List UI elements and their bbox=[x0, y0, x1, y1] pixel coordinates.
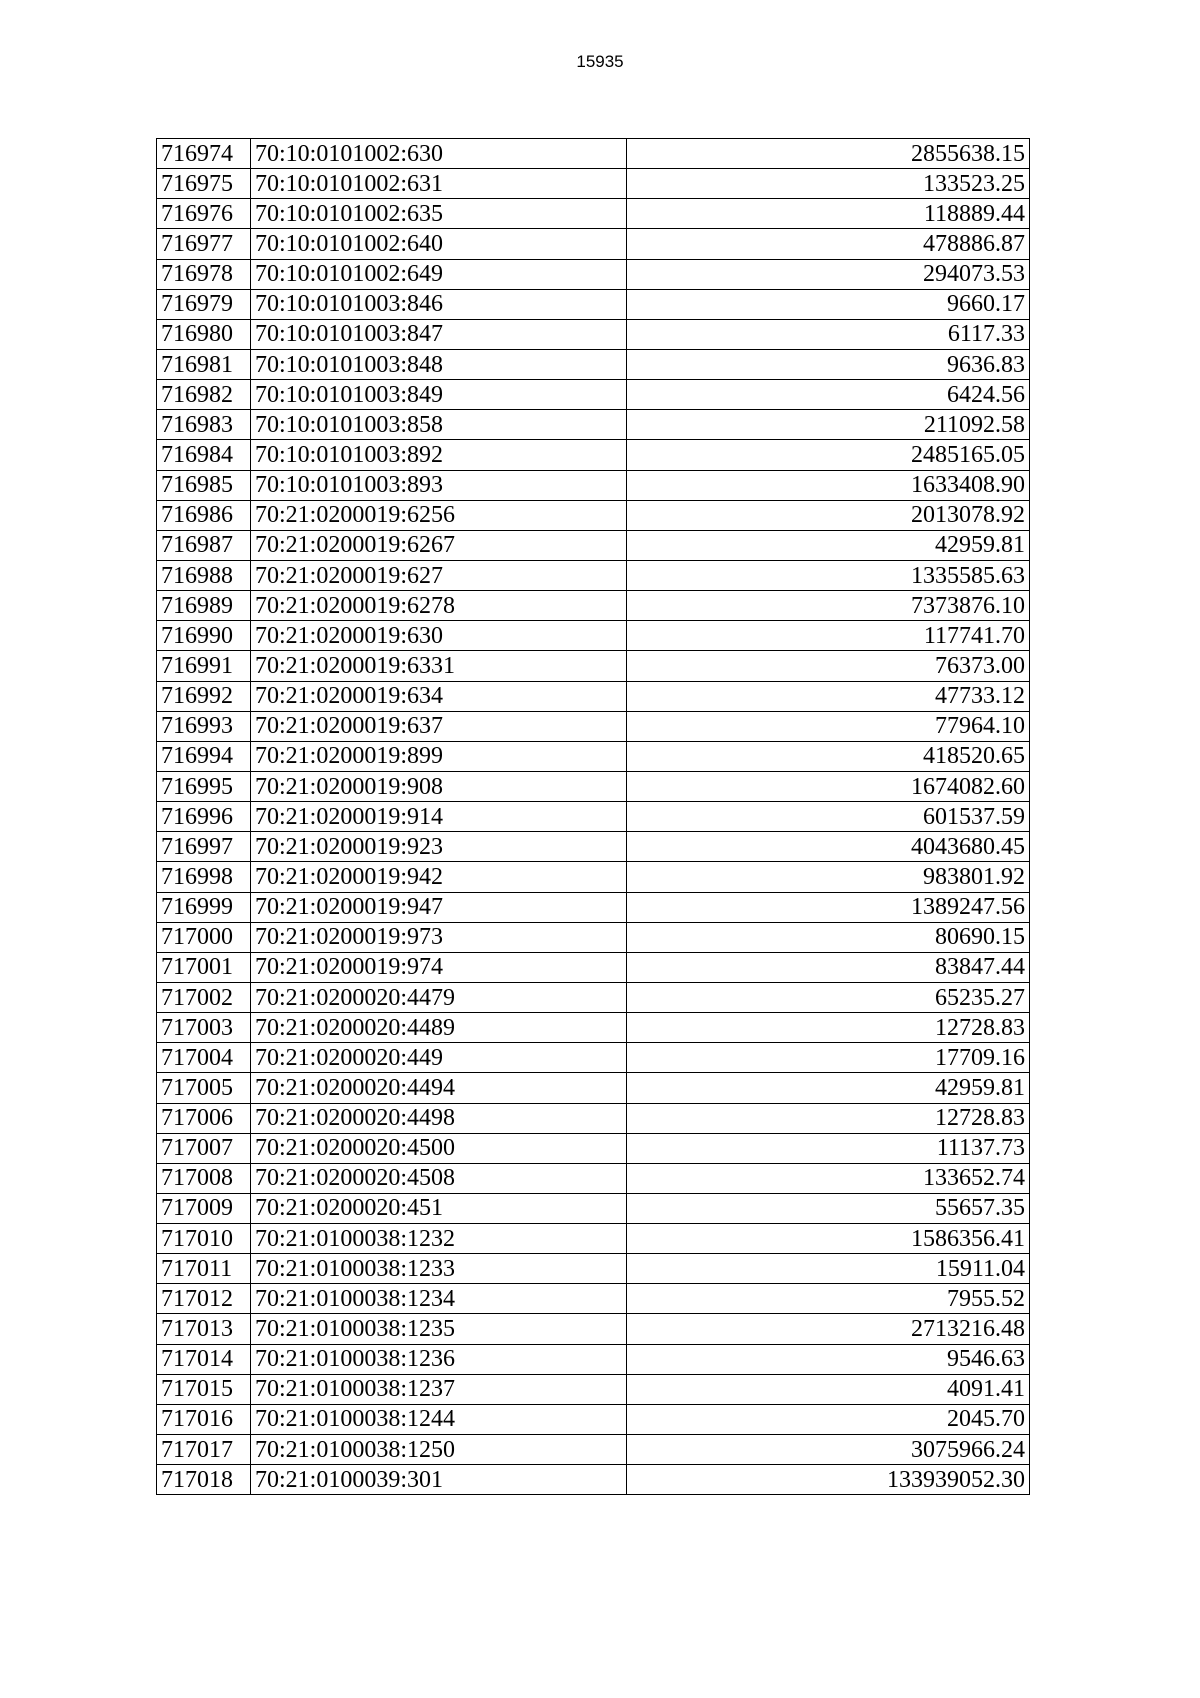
cadastral-number-cell: 70:21:0200020:4489 bbox=[251, 1013, 627, 1043]
cadastral-number-cell: 70:21:0200020:4500 bbox=[251, 1133, 627, 1163]
cadastral-number-cell: 70:10:0101002:649 bbox=[251, 259, 627, 289]
row-id-cell: 716992 bbox=[157, 681, 251, 711]
table-row bbox=[157, 1435, 1030, 1465]
table-row bbox=[157, 1374, 1030, 1404]
table-row bbox=[157, 1073, 1030, 1103]
value-cell: 17709.16 bbox=[627, 1043, 1030, 1073]
value-cell: 418520.65 bbox=[627, 741, 1030, 771]
cadastral-number-cell: 70:10:0101003:849 bbox=[251, 380, 627, 410]
cadastral-number-cell: 70:10:0101003:858 bbox=[251, 410, 627, 440]
row-id-cell: 716987 bbox=[157, 530, 251, 560]
value-cell: 1586356.41 bbox=[627, 1224, 1030, 1254]
table-row bbox=[157, 530, 1030, 560]
table-row bbox=[157, 259, 1030, 289]
table-row bbox=[157, 229, 1030, 259]
row-id-cell: 716994 bbox=[157, 741, 251, 771]
row-id-cell: 716991 bbox=[157, 651, 251, 681]
value-cell: 4091.41 bbox=[627, 1374, 1030, 1404]
table-row bbox=[157, 832, 1030, 862]
row-id-cell: 717016 bbox=[157, 1404, 251, 1434]
cadastral-number-cell: 70:21:0200019:973 bbox=[251, 922, 627, 952]
row-id-cell: 717007 bbox=[157, 1133, 251, 1163]
table-row bbox=[157, 681, 1030, 711]
row-id-cell: 716995 bbox=[157, 771, 251, 801]
table-row bbox=[157, 1465, 1030, 1495]
row-id-cell: 716974 bbox=[157, 139, 251, 169]
row-id-cell: 716983 bbox=[157, 410, 251, 440]
row-id-cell: 717018 bbox=[157, 1465, 251, 1495]
row-id-cell: 717013 bbox=[157, 1314, 251, 1344]
row-id-cell: 716988 bbox=[157, 560, 251, 590]
cadastral-number-cell: 70:21:0200019:908 bbox=[251, 771, 627, 801]
cadastral-number-cell: 70:21:0200019:899 bbox=[251, 741, 627, 771]
table-row bbox=[157, 1043, 1030, 1073]
page-number: 15935 bbox=[576, 52, 624, 71]
cadastral-number-cell: 70:21:0200019:6256 bbox=[251, 500, 627, 530]
table-row bbox=[157, 802, 1030, 832]
cadastral-number-cell: 70:21:0100038:1233 bbox=[251, 1254, 627, 1284]
value-cell: 12728.83 bbox=[627, 1103, 1030, 1133]
row-id-cell: 716996 bbox=[157, 802, 251, 832]
row-id-cell: 717006 bbox=[157, 1103, 251, 1133]
cadastral-number-cell: 70:21:0100039:301 bbox=[251, 1465, 627, 1495]
cadastral-number-cell: 70:21:0200019:914 bbox=[251, 802, 627, 832]
value-cell: 133939052.30 bbox=[627, 1465, 1030, 1495]
value-cell: 211092.58 bbox=[627, 410, 1030, 440]
table-row bbox=[157, 319, 1030, 349]
table-row bbox=[157, 952, 1030, 982]
cadastral-number-cell: 70:21:0200019:627 bbox=[251, 560, 627, 590]
row-id-cell: 717010 bbox=[157, 1224, 251, 1254]
row-id-cell: 717009 bbox=[157, 1193, 251, 1223]
cadastral-number-cell: 70:21:0200019:947 bbox=[251, 892, 627, 922]
table-body bbox=[157, 139, 1030, 1495]
value-cell: 77964.10 bbox=[627, 711, 1030, 741]
value-cell: 11137.73 bbox=[627, 1133, 1030, 1163]
cadastral-number-cell: 70:21:0200019:6278 bbox=[251, 591, 627, 621]
cadastral-number-cell: 70:21:0100038:1237 bbox=[251, 1374, 627, 1404]
value-cell: 55657.35 bbox=[627, 1193, 1030, 1223]
table-row bbox=[157, 1314, 1030, 1344]
cadastral-number-cell: 70:21:0200019:974 bbox=[251, 952, 627, 982]
cadastral-number-cell: 70:21:0100038:1232 bbox=[251, 1224, 627, 1254]
row-id-cell: 716989 bbox=[157, 591, 251, 621]
cadastral-number-cell: 70:21:0100038:1244 bbox=[251, 1404, 627, 1434]
row-id-cell: 717014 bbox=[157, 1344, 251, 1374]
row-id-cell: 716990 bbox=[157, 621, 251, 651]
cadastral-number-cell: 70:21:0100038:1234 bbox=[251, 1284, 627, 1314]
value-cell: 118889.44 bbox=[627, 199, 1030, 229]
value-cell: 9636.83 bbox=[627, 349, 1030, 379]
value-cell: 133652.74 bbox=[627, 1163, 1030, 1193]
table-row bbox=[157, 892, 1030, 922]
value-cell: 9660.17 bbox=[627, 289, 1030, 319]
table-row bbox=[157, 289, 1030, 319]
value-cell: 2013078.92 bbox=[627, 500, 1030, 530]
row-id-cell: 717005 bbox=[157, 1073, 251, 1103]
row-id-cell: 716981 bbox=[157, 349, 251, 379]
row-id-cell: 717002 bbox=[157, 982, 251, 1012]
table-row bbox=[157, 380, 1030, 410]
value-cell: 7373876.10 bbox=[627, 591, 1030, 621]
row-id-cell: 716993 bbox=[157, 711, 251, 741]
cadastral-number-cell: 70:21:0100038:1250 bbox=[251, 1435, 627, 1465]
cadastral-number-cell: 70:10:0101003:892 bbox=[251, 440, 627, 470]
value-cell: 6117.33 bbox=[627, 319, 1030, 349]
cadastral-number-cell: 70:21:0100038:1236 bbox=[251, 1344, 627, 1374]
table-row bbox=[157, 771, 1030, 801]
table-row bbox=[157, 500, 1030, 530]
value-cell: 12728.83 bbox=[627, 1013, 1030, 1043]
cadastral-number-cell: 70:21:0100038:1235 bbox=[251, 1314, 627, 1344]
cadastral-number-cell: 70:10:0101003:893 bbox=[251, 470, 627, 500]
cadastral-number-cell: 70:21:0200020:4494 bbox=[251, 1073, 627, 1103]
table-row bbox=[157, 1133, 1030, 1163]
table-row bbox=[157, 349, 1030, 379]
table-row bbox=[157, 440, 1030, 470]
row-id-cell: 716976 bbox=[157, 199, 251, 229]
value-cell: 42959.81 bbox=[627, 1073, 1030, 1103]
row-id-cell: 717011 bbox=[157, 1254, 251, 1284]
value-cell: 117741.70 bbox=[627, 621, 1030, 651]
value-cell: 80690.15 bbox=[627, 922, 1030, 952]
row-id-cell: 717000 bbox=[157, 922, 251, 952]
value-cell: 65235.27 bbox=[627, 982, 1030, 1012]
value-cell: 9546.63 bbox=[627, 1344, 1030, 1374]
value-cell: 2713216.48 bbox=[627, 1314, 1030, 1344]
row-id-cell: 716978 bbox=[157, 259, 251, 289]
table-row bbox=[157, 651, 1030, 681]
cadastral-number-cell: 70:10:0101003:846 bbox=[251, 289, 627, 319]
row-id-cell: 716985 bbox=[157, 470, 251, 500]
value-cell: 294073.53 bbox=[627, 259, 1030, 289]
table-row bbox=[157, 1103, 1030, 1133]
table-row bbox=[157, 1254, 1030, 1284]
row-id-cell: 716984 bbox=[157, 440, 251, 470]
cadastral-number-cell: 70:21:0200020:449 bbox=[251, 1043, 627, 1073]
cadastral-number-cell: 70:21:0200019:6267 bbox=[251, 530, 627, 560]
table-row bbox=[157, 139, 1030, 169]
table-row bbox=[157, 1163, 1030, 1193]
table-row bbox=[157, 1193, 1030, 1223]
value-cell: 4043680.45 bbox=[627, 832, 1030, 862]
value-cell: 133523.25 bbox=[627, 169, 1030, 199]
table-row bbox=[157, 591, 1030, 621]
table-row bbox=[157, 621, 1030, 651]
value-cell: 6424.56 bbox=[627, 380, 1030, 410]
value-cell: 983801.92 bbox=[627, 862, 1030, 892]
value-cell: 2045.70 bbox=[627, 1404, 1030, 1434]
row-id-cell: 717001 bbox=[157, 952, 251, 982]
cadastral-number-cell: 70:10:0101002:635 bbox=[251, 199, 627, 229]
row-id-cell: 716977 bbox=[157, 229, 251, 259]
cadastral-number-cell: 70:21:0200019:6331 bbox=[251, 651, 627, 681]
table-row bbox=[157, 410, 1030, 440]
row-id-cell: 716997 bbox=[157, 832, 251, 862]
row-id-cell: 716979 bbox=[157, 289, 251, 319]
cadastral-number-cell: 70:21:0200020:4498 bbox=[251, 1103, 627, 1133]
cadastral-number-cell: 70:10:0101003:847 bbox=[251, 319, 627, 349]
data-table bbox=[156, 138, 1030, 1495]
value-cell: 42959.81 bbox=[627, 530, 1030, 560]
table-row bbox=[157, 922, 1030, 952]
value-cell: 7955.52 bbox=[627, 1284, 1030, 1314]
row-id-cell: 717004 bbox=[157, 1043, 251, 1073]
value-cell: 2485165.05 bbox=[627, 440, 1030, 470]
cadastral-number-cell: 70:10:0101002:631 bbox=[251, 169, 627, 199]
cadastral-number-cell: 70:21:0200020:4508 bbox=[251, 1163, 627, 1193]
cadastral-number-cell: 70:10:0101002:640 bbox=[251, 229, 627, 259]
cadastral-number-cell: 70:10:0101002:630 bbox=[251, 139, 627, 169]
table-row bbox=[157, 1013, 1030, 1043]
value-cell: 3075966.24 bbox=[627, 1435, 1030, 1465]
table-row bbox=[157, 199, 1030, 229]
value-cell: 601537.59 bbox=[627, 802, 1030, 832]
row-id-cell: 716986 bbox=[157, 500, 251, 530]
value-cell: 2855638.15 bbox=[627, 139, 1030, 169]
cadastral-number-cell: 70:21:0200019:630 bbox=[251, 621, 627, 651]
cadastral-number-cell: 70:21:0200020:451 bbox=[251, 1193, 627, 1223]
table-row bbox=[157, 169, 1030, 199]
table-row bbox=[157, 862, 1030, 892]
table-row bbox=[157, 982, 1030, 1012]
row-id-cell: 716982 bbox=[157, 380, 251, 410]
cadastral-number-cell: 70:21:0200020:4479 bbox=[251, 982, 627, 1012]
value-cell: 1335585.63 bbox=[627, 560, 1030, 590]
table-row bbox=[157, 1284, 1030, 1314]
row-id-cell: 716980 bbox=[157, 319, 251, 349]
value-cell: 1389247.56 bbox=[627, 892, 1030, 922]
table-row bbox=[157, 741, 1030, 771]
table-row bbox=[157, 711, 1030, 741]
row-id-cell: 717003 bbox=[157, 1013, 251, 1043]
row-id-cell: 716975 bbox=[157, 169, 251, 199]
table-row bbox=[157, 1344, 1030, 1374]
value-cell: 1633408.90 bbox=[627, 470, 1030, 500]
row-id-cell: 716999 bbox=[157, 892, 251, 922]
value-cell: 47733.12 bbox=[627, 681, 1030, 711]
cadastral-number-cell: 70:21:0200019:637 bbox=[251, 711, 627, 741]
row-id-cell: 717017 bbox=[157, 1435, 251, 1465]
cadastral-number-cell: 70:10:0101003:848 bbox=[251, 349, 627, 379]
table-row bbox=[157, 470, 1030, 500]
value-cell: 478886.87 bbox=[627, 229, 1030, 259]
row-id-cell: 716998 bbox=[157, 862, 251, 892]
cadastral-number-cell: 70:21:0200019:942 bbox=[251, 862, 627, 892]
table-row bbox=[157, 1404, 1030, 1434]
cadastral-number-cell: 70:21:0200019:923 bbox=[251, 832, 627, 862]
row-id-cell: 717012 bbox=[157, 1284, 251, 1314]
row-id-cell: 717008 bbox=[157, 1163, 251, 1193]
value-cell: 83847.44 bbox=[627, 952, 1030, 982]
value-cell: 1674082.60 bbox=[627, 771, 1030, 801]
table-row bbox=[157, 1224, 1030, 1254]
table-row bbox=[157, 560, 1030, 590]
value-cell: 76373.00 bbox=[627, 651, 1030, 681]
row-id-cell: 717015 bbox=[157, 1374, 251, 1404]
value-cell: 15911.04 bbox=[627, 1254, 1030, 1284]
cadastral-number-cell: 70:21:0200019:634 bbox=[251, 681, 627, 711]
